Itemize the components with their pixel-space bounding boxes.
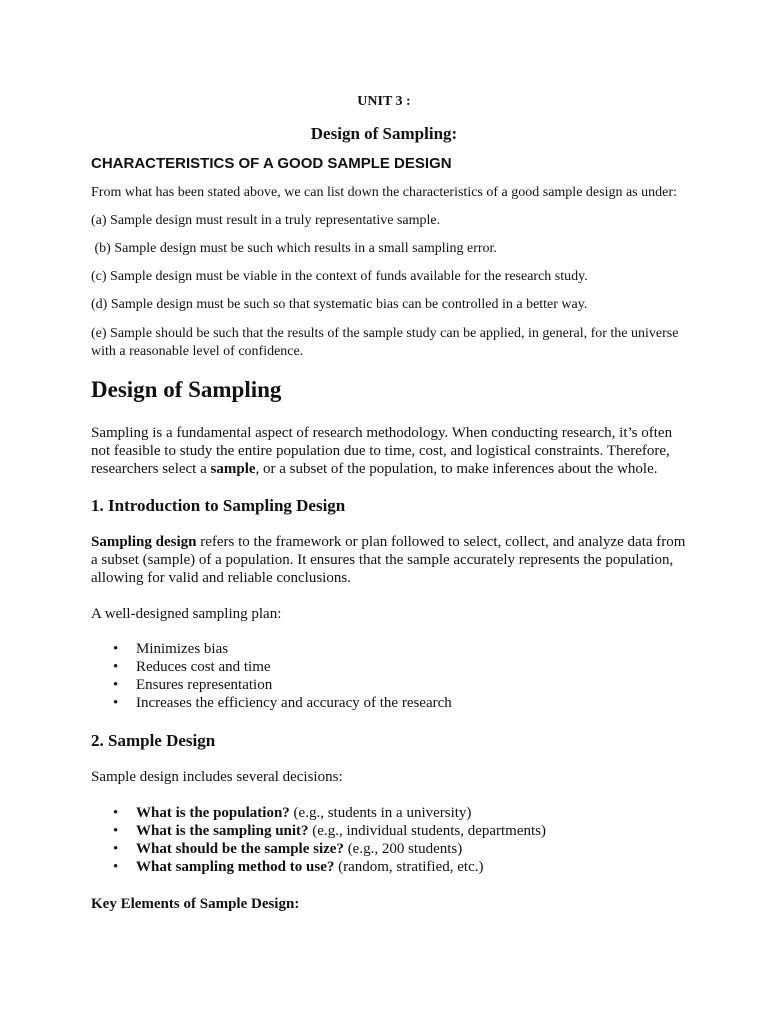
bullet-icon: • bbox=[113, 641, 119, 657]
bullet-icon: • bbox=[113, 805, 119, 821]
list-item: • Reduces cost and time bbox=[113, 659, 271, 675]
list-item: • What sampling method to use? (random, stratified, etc.) bbox=[113, 859, 484, 875]
list-item: • Ensures representation bbox=[113, 677, 273, 693]
sampling-text-1: Sampling is a fundamental aspect of research methodology. When conducting research, it’s often not feasible to study the entire population due to time, cost, and logistical constraints. Therefore, researchers select a bbox=[91, 425, 673, 477]
main-heading: Design of Sampling bbox=[91, 377, 282, 402]
list-item: • What is the population? (e.g., students in a university) bbox=[113, 805, 472, 821]
list-item: • What is the sampling unit? (e.g., individual students, departments) bbox=[113, 823, 546, 839]
bullet-icon: • bbox=[113, 659, 119, 675]
point-c: (c) Sample design must be viable in the context of funds available for the research study. bbox=[91, 269, 588, 284]
key-elements-heading: Key Elements of Sample Design: bbox=[91, 896, 300, 912]
sampling-design-paragraph bbox=[91, 533, 691, 587]
plan-benefits-list bbox=[91, 640, 452, 712]
sampling-text-2: , or a subset of the population, to make inferences about the whole. bbox=[255, 461, 658, 477]
list-item: • What should be the sample size? (e.g., 200 students) bbox=[113, 841, 463, 857]
bullet-icon: • bbox=[113, 823, 119, 839]
section2-heading: 2. Sample Design bbox=[91, 731, 216, 750]
bullet-icon: • bbox=[113, 841, 119, 857]
unit-label: UNIT 3 : bbox=[357, 94, 411, 109]
bullet-icon: • bbox=[113, 677, 119, 693]
characteristics-intro: From what has been stated above, we can list down the characteristics of a good sample design as under: bbox=[91, 185, 677, 200]
sample-design-intro: Sample design includes several decisions: bbox=[91, 769, 343, 785]
bullet-icon: • bbox=[113, 695, 119, 711]
point-b: (b) Sample design must be such which results in a small sampling error. bbox=[91, 241, 497, 256]
point-e: (e) Sample should be such that the results of the sample study can be applied, in general, for the universe with a reasonable level of confidence. bbox=[91, 326, 679, 359]
bullet-icon: • bbox=[113, 859, 119, 875]
sampling-design-term: Sampling design bbox=[91, 534, 197, 550]
page-subtitle: Design of Sampling: bbox=[310, 124, 458, 143]
sampling-paragraph bbox=[91, 424, 691, 478]
sample-term: sample bbox=[210, 461, 256, 477]
sample-decisions-list bbox=[91, 804, 546, 876]
sampling-design-text: refers to the framework or plan followed to select, collect, and analyze data from a subset (sample) of a population. It ensures that the sample accurately represents the population, allowing for valid and reliable conclusions. bbox=[91, 534, 686, 586]
plan-intro: A well-designed sampling plan: bbox=[91, 606, 282, 622]
point-a: (a) Sample design must result in a truly representative sample. bbox=[91, 213, 441, 228]
list-item: • Increases the efficiency and accuracy of the research bbox=[113, 695, 452, 711]
section1-heading: 1. Introduction to Sampling Design bbox=[91, 496, 346, 515]
point-d: (d) Sample design must be such so that systematic bias can be controlled in a better way. bbox=[91, 297, 588, 312]
list-item: • Minimizes bias bbox=[113, 641, 229, 657]
characteristics-heading: CHARACTERISTICS OF A GOOD SAMPLE DESIGN bbox=[91, 155, 452, 172]
